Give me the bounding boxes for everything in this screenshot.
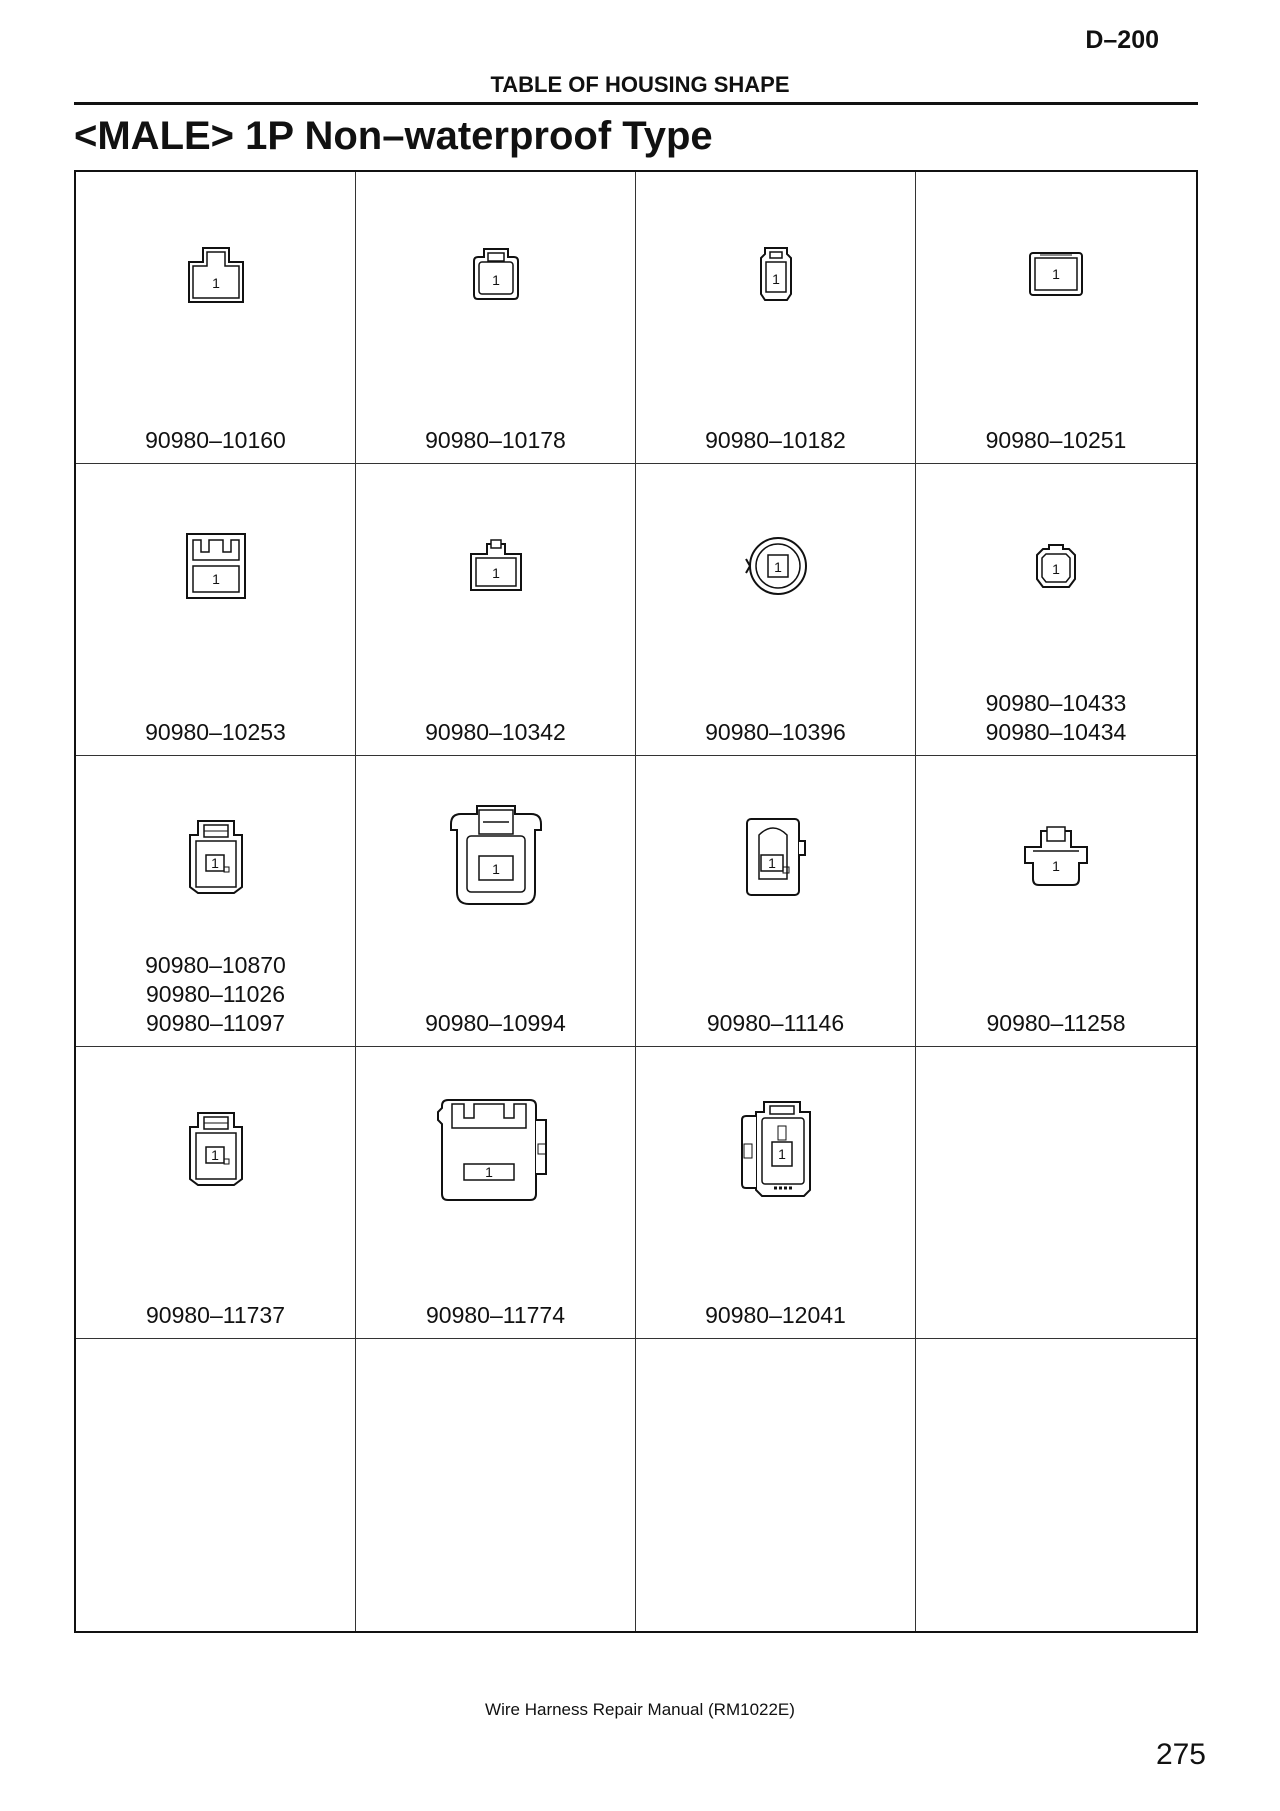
part-number: 90980–10994 (425, 1010, 566, 1037)
connector-large-slotted-icon (434, 1094, 558, 1204)
svg-text:1: 1 (211, 274, 220, 291)
connector-cell (916, 464, 1196, 756)
connector-side-clip-icon (741, 815, 811, 899)
svg-text:1: 1 (1052, 560, 1060, 577)
svg-text:1: 1 (1052, 858, 1060, 875)
part-number: 90980–11026 (146, 981, 285, 1008)
connector-latch-small-icon (184, 817, 248, 897)
svg-text:1: 1 (1052, 265, 1060, 282)
part-number: 90980–11737 (146, 1302, 285, 1329)
part-number: 90980–10396 (705, 718, 846, 745)
connector-clip-tall-icon (728, 1098, 824, 1200)
part-number-list (916, 1009, 1196, 1038)
connector-cell (356, 172, 636, 464)
connector-cell (76, 172, 356, 464)
connector-cell (76, 756, 356, 1048)
part-number-list (356, 426, 635, 455)
svg-text:1: 1 (771, 270, 780, 287)
part-number: 90980–12041 (705, 1302, 846, 1329)
part-number-list (356, 718, 635, 747)
svg-text:1: 1 (211, 570, 220, 587)
part-number-list (636, 1009, 915, 1038)
connector-round-body-icon (740, 533, 812, 599)
header-rule (74, 102, 1198, 105)
housing-shape-table (74, 170, 1198, 1633)
svg-text:1: 1 (773, 558, 782, 575)
connector-cell (636, 172, 916, 464)
part-number: 90980–10251 (985, 426, 1127, 453)
part-number-list (356, 1301, 635, 1330)
connector-cell (916, 756, 1196, 1048)
connector-cell (636, 1047, 916, 1339)
empty-cell (356, 1339, 636, 1631)
svg-text:1: 1 (491, 861, 500, 878)
connector-narrow-tab-icon (749, 244, 803, 304)
connector-flat-square-icon (1026, 249, 1086, 299)
part-number: 90980–10342 (425, 718, 566, 745)
svg-text:1: 1 (491, 271, 500, 288)
connector-cell (636, 756, 916, 1048)
connector-slotted-square-icon (183, 530, 249, 602)
part-number: 90980–10178 (425, 426, 566, 453)
part-number-list (636, 718, 915, 747)
svg-text:1: 1 (210, 1147, 219, 1164)
connector-cell (916, 172, 1196, 464)
footer-manual-title: Wire Harness Repair Manual (RM1022E) (485, 1700, 795, 1719)
connector-cell (356, 756, 636, 1048)
connector-rounded-tab-icon (466, 245, 526, 303)
part-number-list (76, 718, 355, 747)
connector-small-rounded-icon (1029, 541, 1083, 591)
svg-text:1: 1 (777, 1146, 786, 1163)
page-title: <MALE> 1P Non–waterproof Type (74, 114, 713, 158)
part-number-list (636, 1301, 915, 1330)
connector-cell (76, 1047, 356, 1339)
connector-cell (76, 464, 356, 756)
part-number: 90980–11774 (426, 1302, 565, 1329)
part-number: 90980–11258 (986, 1010, 1126, 1037)
empty-cell (76, 1339, 356, 1631)
empty-cell (636, 1339, 916, 1631)
part-number: 90980–10870 (145, 952, 286, 979)
section-title: TABLE OF HOUSING SHAPE (490, 72, 790, 97)
connector-large-latch-icon (443, 804, 549, 910)
page-code: D–200 (1085, 26, 1159, 54)
connector-cell (356, 1047, 636, 1339)
connector-small-tab-icon (465, 538, 527, 594)
svg-text:1: 1 (767, 855, 776, 872)
part-number: 90980–11097 (146, 1010, 285, 1037)
part-number: 90980–11146 (706, 1010, 845, 1037)
part-number: 90980–10433 (985, 689, 1127, 716)
page-number: 275 (1155, 1738, 1206, 1771)
svg-text:1: 1 (491, 564, 500, 581)
svg-text:1: 1 (210, 855, 219, 872)
connector-wide-tab-icon (1021, 825, 1091, 889)
connector-latch-small-icon (184, 1109, 248, 1189)
connector-cell (356, 464, 636, 756)
connector-basic-tab-icon (183, 244, 249, 304)
part-number: 90980–10182 (705, 426, 846, 453)
part-number-list (636, 426, 915, 455)
empty-cell (916, 1047, 1196, 1339)
part-number: 90980–10434 (985, 718, 1127, 745)
part-number-list (356, 1009, 635, 1038)
svg-text:1: 1 (484, 1164, 493, 1181)
part-number-list (76, 426, 355, 455)
part-number-list (916, 689, 1196, 747)
part-number: 90980–10160 (145, 426, 286, 453)
part-number-list (76, 1301, 355, 1330)
connector-cell (636, 464, 916, 756)
empty-cell (916, 1339, 1196, 1631)
part-number-list (76, 951, 355, 1038)
part-number-list (916, 426, 1196, 455)
part-number: 90980–10253 (145, 718, 286, 745)
